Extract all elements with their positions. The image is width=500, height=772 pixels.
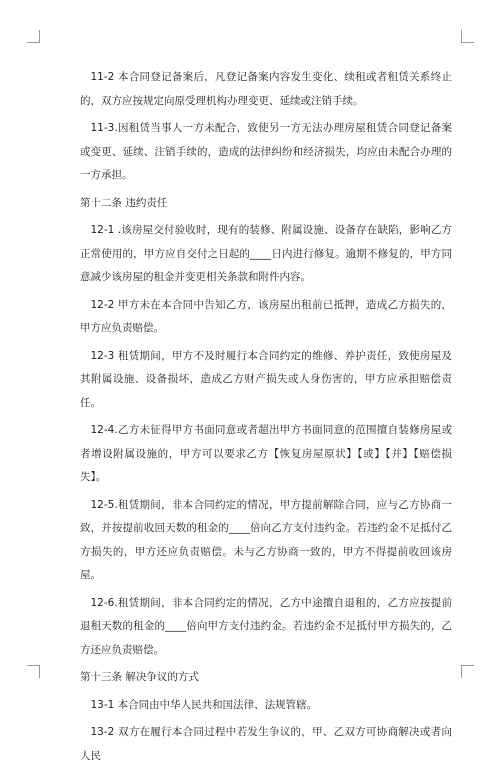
clause-13-1: 13-1 本合同由中华人民共和国法律、法规管辖。 — [90, 698, 318, 711]
clause-11-2: 11-2 本合同登记备案后，凡登记备案内容发生变化、续租或者租赁关系终止的，双方应按规定向原受理机构办理变更、延续或注销手续。 — [80, 71, 452, 107]
clause-12-3: 12-3 租赁期间，甲方不及时履行本合同约定的维修、养护责任，致使房屋及其附属设施、设备损坏，造成乙方财产损失或人身伤害的，甲方应承担赔偿责任。 — [80, 349, 452, 409]
clause-12-6: 12-6.租赁期间，非本合同约定的情况，乙方中途擅自退租的，乙方应按提前退租天数的租金的____倍向甲方支付违约金。若违约金不足抵付甲方损失的，乙方还应负责赔偿。 — [80, 596, 452, 656]
clause-11-3: 11-3.因租赁当事人一方未配合，致使另一方无法办理房屋租赁合同登记备案或变更、延续、注销手续的，造成的法律纠纷和经济损失，均应由未配合办理的一方承担。 — [80, 122, 452, 181]
clause-12-4: 12-4.乙方未征得甲方书面同意或者超出甲方书面同意的范围擅自装修房屋或者增设附属设施的，甲方可以要求乙方【恢复房屋原状】【或】【并】【赔偿损失】。 — [80, 424, 452, 483]
clause-12-2: 12-2 甲方未在本合同中告知乙方，该房屋出租前已抵押，造成乙方损失的，甲方应负责赔偿。 — [80, 298, 452, 334]
crop-mark-top-right — [461, 30, 474, 43]
section-heading-13: 第十三条 解决争议的方式 — [80, 671, 199, 683]
clause-12-5: 12-5.租赁期间，非本合同约定的情况，甲方提前解除合同，应与乙方协商一致，并按提前收回天数的租金的____倍向乙方支付违约金。若违约金不足抵付乙方损失的，甲方还应负责赔偿。未与乙方协商一致的，甲方不得提前收回该房屋。 — [80, 498, 452, 581]
section-heading-12: 第十二条 违约责任 — [80, 196, 168, 209]
crop-mark-bottom-left — [27, 665, 40, 678]
clause-13-2: 13-2 双方在履行本合同过程中若发生争议的，甲、乙双方可协商解决或者向人民 — [80, 726, 452, 762]
crop-mark-top-left — [27, 30, 40, 43]
clause-12-1: 12-1 .该房屋交付验收时，现有的装修、附属设施、设备存在缺陷，影响乙方正常使用的，甲方应自交付之日起的____日内进行修复。逾期不修复的，甲方同意减少该房屋的租金并变更相关条款和附件内容。 — [80, 224, 452, 283]
crop-mark-bottom-right — [461, 665, 474, 678]
document-body — [80, 66, 452, 772]
